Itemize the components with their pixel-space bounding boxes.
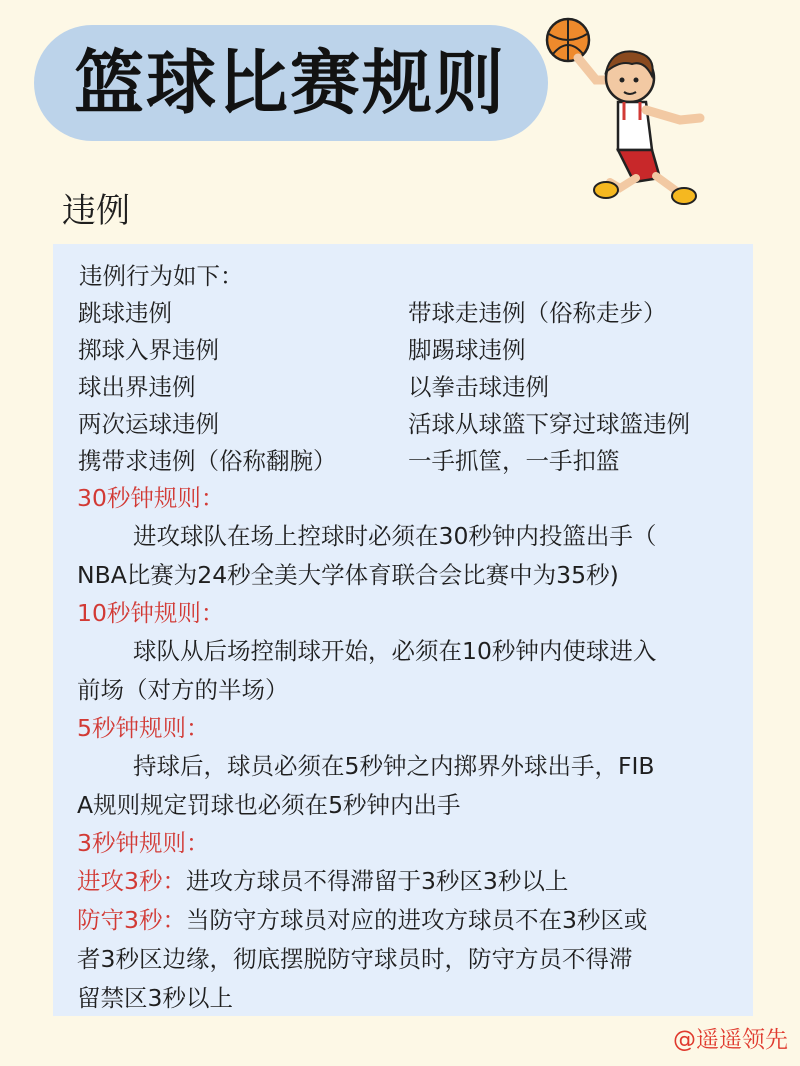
rule-30s-text xyxy=(53,517,753,595)
violation-item: 跳球违例 xyxy=(78,299,172,327)
violation-item: 一手抓筐，一手扣篮 xyxy=(408,447,620,475)
rule-3s-text xyxy=(53,862,753,1018)
violation-item: 脚踢球违例 xyxy=(408,336,526,364)
rule-30s-heading: 30秒钟规则： xyxy=(77,484,225,512)
rule-3s-heading: 3秒钟规则： xyxy=(77,829,210,857)
rule-text-line: 持球后，球员必须在5秒钟之内掷界外球出手，FIB xyxy=(133,752,655,780)
violation-item: 以拳击球违例 xyxy=(408,373,549,401)
section-heading: 违例 xyxy=(62,191,130,231)
attack-3s-text: 进攻方球员不得滞留于3秒区3秒以上 xyxy=(185,867,569,895)
title-banner xyxy=(34,25,548,141)
rule-text-line: A规则规定罚球也必须在5秒钟内出手 xyxy=(77,791,461,819)
violation-item: 球出界违例 xyxy=(78,373,196,401)
rule-text-line: 球队从后场控制球开始，必须在10秒钟内使球进入 xyxy=(133,637,657,665)
rule-text-line: 留禁区3秒以上 xyxy=(77,984,233,1012)
violation-item: 两次运球违例 xyxy=(78,410,219,438)
rule-text-line: 进攻球队在场上控球时必须在30秒钟内投篮出手（ xyxy=(133,522,657,550)
rule-10s-text xyxy=(53,632,753,710)
rule-text-line: NBA比赛为24秒全美大学体育联合会比赛中为35秒) xyxy=(77,561,619,589)
defense-3s-text: 当防守方球员对应的进攻方球员不在3秒区或 xyxy=(185,906,648,934)
page-title: 篮球比赛规则 xyxy=(74,42,506,124)
rule-text-line: 前场（对方的半场） xyxy=(77,676,289,704)
defense-3s-label: 防守3秒： xyxy=(77,906,186,934)
rules-panel xyxy=(53,244,753,1016)
attack-3s-label: 进攻3秒： xyxy=(77,867,186,895)
violation-item: 活球从球篮下穿过球篮违例 xyxy=(408,410,690,438)
violation-item: 携带求违例（俗称翻腕） xyxy=(78,447,337,475)
violations-grid xyxy=(53,295,753,480)
violation-item: 带球走违例（俗称走步） xyxy=(408,299,667,327)
rule-text-line: 者3秒区边缘，彻底摆脱防守球员时，防守方员不得滞 xyxy=(77,945,633,973)
violation-item: 掷球入界违例 xyxy=(78,336,219,364)
rule-10s-heading: 10秒钟规则： xyxy=(77,599,225,627)
violations-intro: 违例行为如下： xyxy=(79,262,244,290)
rule-5s-heading: 5秒钟规则： xyxy=(77,714,210,742)
watermark: @遥遥领先 xyxy=(673,1027,788,1053)
basketball-player-illustration xyxy=(540,10,720,210)
rule-5s-text xyxy=(53,747,753,825)
